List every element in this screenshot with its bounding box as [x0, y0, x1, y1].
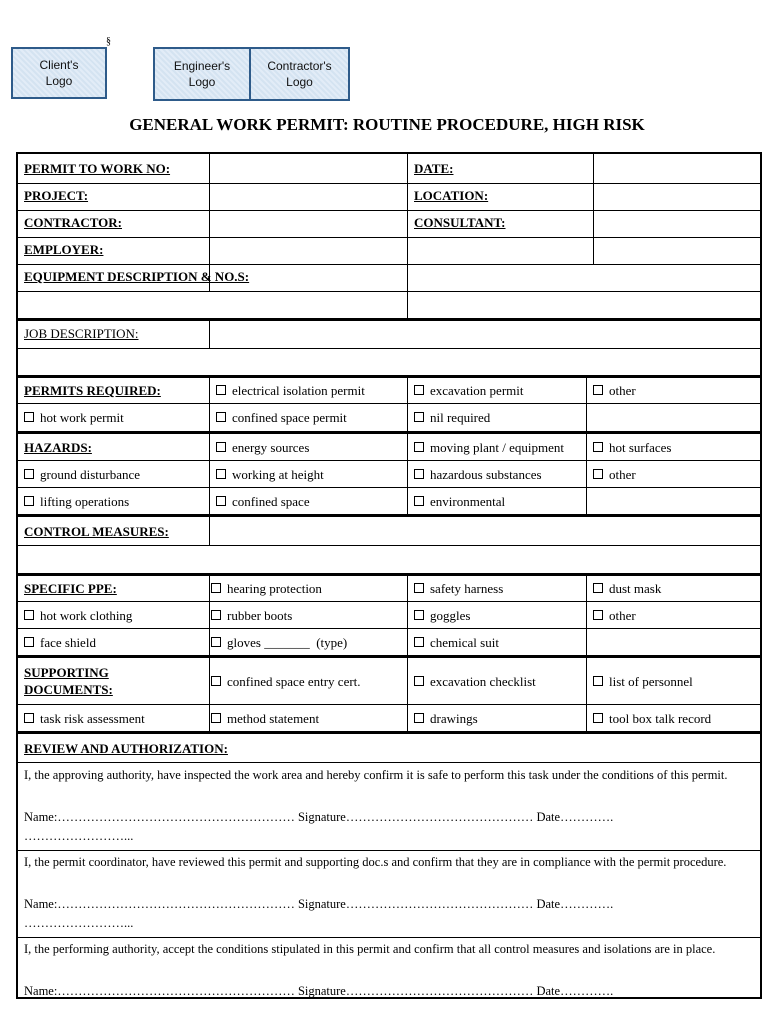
- contractor-logo: [249, 47, 350, 101]
- ppe-option[interactable]: dust mask: [593, 581, 661, 596]
- permit-option[interactable]: nil required: [414, 410, 490, 425]
- row-divider: [18, 183, 760, 184]
- permit-option[interactable]: confined space permit: [216, 410, 347, 425]
- col-divider: [586, 376, 587, 514]
- coordinator-sign-cont: ……………………...: [24, 916, 134, 930]
- row-divider: [18, 937, 760, 938]
- checkbox[interactable]: [24, 412, 34, 422]
- ppe-option[interactable]: other: [593, 608, 636, 623]
- engineer-logo-text: Engineer's Logo: [173, 59, 231, 89]
- row-divider: [18, 237, 760, 238]
- hazards-heading: HAZARDS:: [24, 440, 92, 455]
- checkbox[interactable]: [414, 637, 424, 647]
- col-divider: [209, 319, 210, 349]
- permit-option[interactable]: other: [593, 383, 636, 398]
- coordinator-sign-line[interactable]: Name:………………………………………………… Signature……………………………………… Date………….: [24, 897, 614, 911]
- document-option[interactable]: confined space entry cert.: [211, 674, 361, 689]
- checkbox[interactable]: [414, 412, 424, 422]
- checkbox[interactable]: [24, 496, 34, 506]
- checkbox[interactable]: [414, 496, 424, 506]
- row-divider: [18, 210, 760, 211]
- project-label: PROJECT:: [24, 188, 89, 203]
- approving-sign-cont: ……………………...: [24, 829, 134, 843]
- col-divider: [407, 376, 408, 514]
- checkbox[interactable]: [24, 713, 34, 723]
- col-divider: [209, 376, 210, 514]
- coordinator-statement: I, the permit coordinator, have reviewed this permit and supporting doc.s and confirm that they are in compliance with the permit procedure.: [24, 855, 727, 869]
- checkbox[interactable]: [216, 385, 226, 395]
- performing-sign-line[interactable]: Name:………………………………………………… Signature……………………………………… Date………….: [24, 984, 614, 998]
- approving-statement: I, the approving authority, have inspected the work area and hereby confirm it is safe to perform this task under the conditions of this permit.: [24, 768, 728, 782]
- hazard-option[interactable]: environmental: [414, 494, 505, 509]
- row-divider: [18, 348, 760, 349]
- document-option[interactable]: list of personnel: [593, 674, 693, 689]
- checkbox[interactable]: [414, 442, 424, 452]
- consultant-label: CONSULTANT:: [414, 215, 506, 230]
- contractor-label: CONTRACTOR:: [24, 215, 122, 230]
- hazard-option[interactable]: ground disturbance: [24, 467, 140, 482]
- checkbox[interactable]: [593, 442, 603, 452]
- permit-option[interactable]: hot work permit: [24, 410, 124, 425]
- checkbox[interactable]: [414, 469, 424, 479]
- checkbox[interactable]: [24, 469, 34, 479]
- checkbox[interactable]: [593, 676, 603, 686]
- ppe-heading: SPECIFIC PPE:: [24, 581, 117, 596]
- checkbox[interactable]: [216, 469, 226, 479]
- checkbox[interactable]: [414, 583, 424, 593]
- checkbox[interactable]: [414, 610, 424, 620]
- checkbox[interactable]: [211, 713, 221, 723]
- checkbox[interactable]: [211, 583, 221, 593]
- checkbox[interactable]: [216, 412, 226, 422]
- checkbox[interactable]: [211, 610, 221, 620]
- engineer-logo: [153, 47, 251, 101]
- section-divider: [18, 655, 760, 658]
- ppe-option[interactable]: hot work clothing: [24, 608, 132, 623]
- checkbox[interactable]: [216, 442, 226, 452]
- row-divider: [18, 403, 760, 404]
- checkbox[interactable]: [414, 676, 424, 686]
- checkbox[interactable]: [24, 637, 34, 647]
- col-divider: [407, 574, 408, 733]
- document-option[interactable]: drawings: [414, 711, 478, 726]
- hazard-option[interactable]: hot surfaces: [593, 440, 671, 455]
- permits-heading: PERMITS REQUIRED:: [24, 383, 161, 398]
- row-divider: [18, 545, 760, 546]
- permit-no-label: PERMIT TO WORK NO:: [24, 161, 171, 176]
- row-divider: [18, 291, 760, 292]
- section-divider: [18, 375, 760, 378]
- permit-option[interactable]: excavation permit: [414, 383, 524, 398]
- date-label: DATE:: [414, 161, 454, 176]
- row-divider: [18, 628, 760, 629]
- row-divider: [18, 264, 760, 265]
- col-divider: [209, 515, 210, 546]
- document-option[interactable]: excavation checklist: [414, 674, 536, 689]
- checkbox[interactable]: [414, 385, 424, 395]
- checkbox[interactable]: [216, 496, 226, 506]
- ppe-option[interactable]: goggles: [414, 608, 470, 623]
- ppe-option[interactable]: gloves _______ (type): [211, 635, 347, 650]
- checkbox[interactable]: [593, 583, 603, 593]
- performing-statement: I, the performing authority, accept the conditions stipulated in this permit and confirm that all control measures and isolations are in place.: [24, 942, 716, 956]
- hazard-option[interactable]: working at height: [216, 467, 324, 482]
- equipment-label: EQUIPMENT DESCRIPTION & NO.S:: [24, 269, 250, 284]
- client-logo-text: Client's Logo: [39, 58, 79, 88]
- hazard-option[interactable]: energy sources: [216, 440, 309, 455]
- row-divider: [18, 487, 760, 488]
- document-option[interactable]: task risk assessment: [24, 711, 145, 726]
- location-label: LOCATION:: [414, 188, 489, 203]
- row-divider: [18, 762, 760, 763]
- section-divider: [18, 573, 760, 576]
- row-divider: [18, 460, 760, 461]
- page-title: GENERAL WORK PERMIT: ROUTINE PROCEDURE, HIGH RISK: [129, 115, 645, 134]
- client-logo: [11, 47, 107, 99]
- control-measures-heading: CONTROL MEASURES:: [24, 524, 169, 539]
- permit-form: [16, 152, 762, 999]
- section-divider: [18, 514, 760, 517]
- row-divider: [18, 850, 760, 851]
- hazard-option[interactable]: other: [593, 467, 636, 482]
- job-description-label: JOB DESCRIPTION:: [24, 326, 139, 341]
- review-heading: REVIEW AND AUTHORIZATION:: [24, 741, 228, 756]
- employer-label: EMPLOYER:: [24, 242, 104, 257]
- approving-sign-line[interactable]: Name:………………………………………………… Signature……………………………………… Date………….: [24, 810, 614, 824]
- hazard-option[interactable]: hazardous substances: [414, 467, 542, 482]
- checkbox[interactable]: [24, 610, 34, 620]
- col-divider: [586, 574, 587, 733]
- ppe-option[interactable]: face shield: [24, 635, 96, 650]
- col-divider: [407, 154, 408, 318]
- section-mark: §: [106, 36, 111, 47]
- section-divider: [18, 318, 760, 321]
- checkbox[interactable]: [593, 385, 603, 395]
- hazard-option[interactable]: lifting operations: [24, 494, 129, 509]
- ppe-option[interactable]: safety harness: [414, 581, 503, 596]
- supporting-heading: SUPPORTING DOCUMENTS:: [24, 665, 113, 697]
- contractor-logo-text: Contractor's Logo: [267, 59, 332, 89]
- ppe-option[interactable]: rubber boots: [211, 608, 292, 623]
- row-divider: [18, 601, 760, 602]
- document-option[interactable]: method statement: [211, 711, 319, 726]
- checkbox[interactable]: [211, 637, 221, 647]
- checkbox[interactable]: [593, 713, 603, 723]
- checkbox[interactable]: [593, 610, 603, 620]
- document-option[interactable]: tool box talk record: [593, 711, 711, 726]
- checkbox[interactable]: [593, 469, 603, 479]
- section-divider: [18, 731, 760, 734]
- permit-option[interactable]: electrical isolation permit: [216, 383, 365, 398]
- col-divider: [593, 154, 594, 264]
- hazard-option[interactable]: confined space: [216, 494, 310, 509]
- ppe-option[interactable]: hearing protection: [211, 581, 322, 596]
- ppe-option[interactable]: chemical suit: [414, 635, 499, 650]
- section-divider: [18, 431, 760, 434]
- row-divider: [18, 704, 760, 705]
- col-divider: [209, 574, 210, 733]
- checkbox[interactable]: [414, 713, 424, 723]
- checkbox[interactable]: [211, 676, 221, 686]
- hazard-option[interactable]: moving plant / equipment: [414, 440, 564, 455]
